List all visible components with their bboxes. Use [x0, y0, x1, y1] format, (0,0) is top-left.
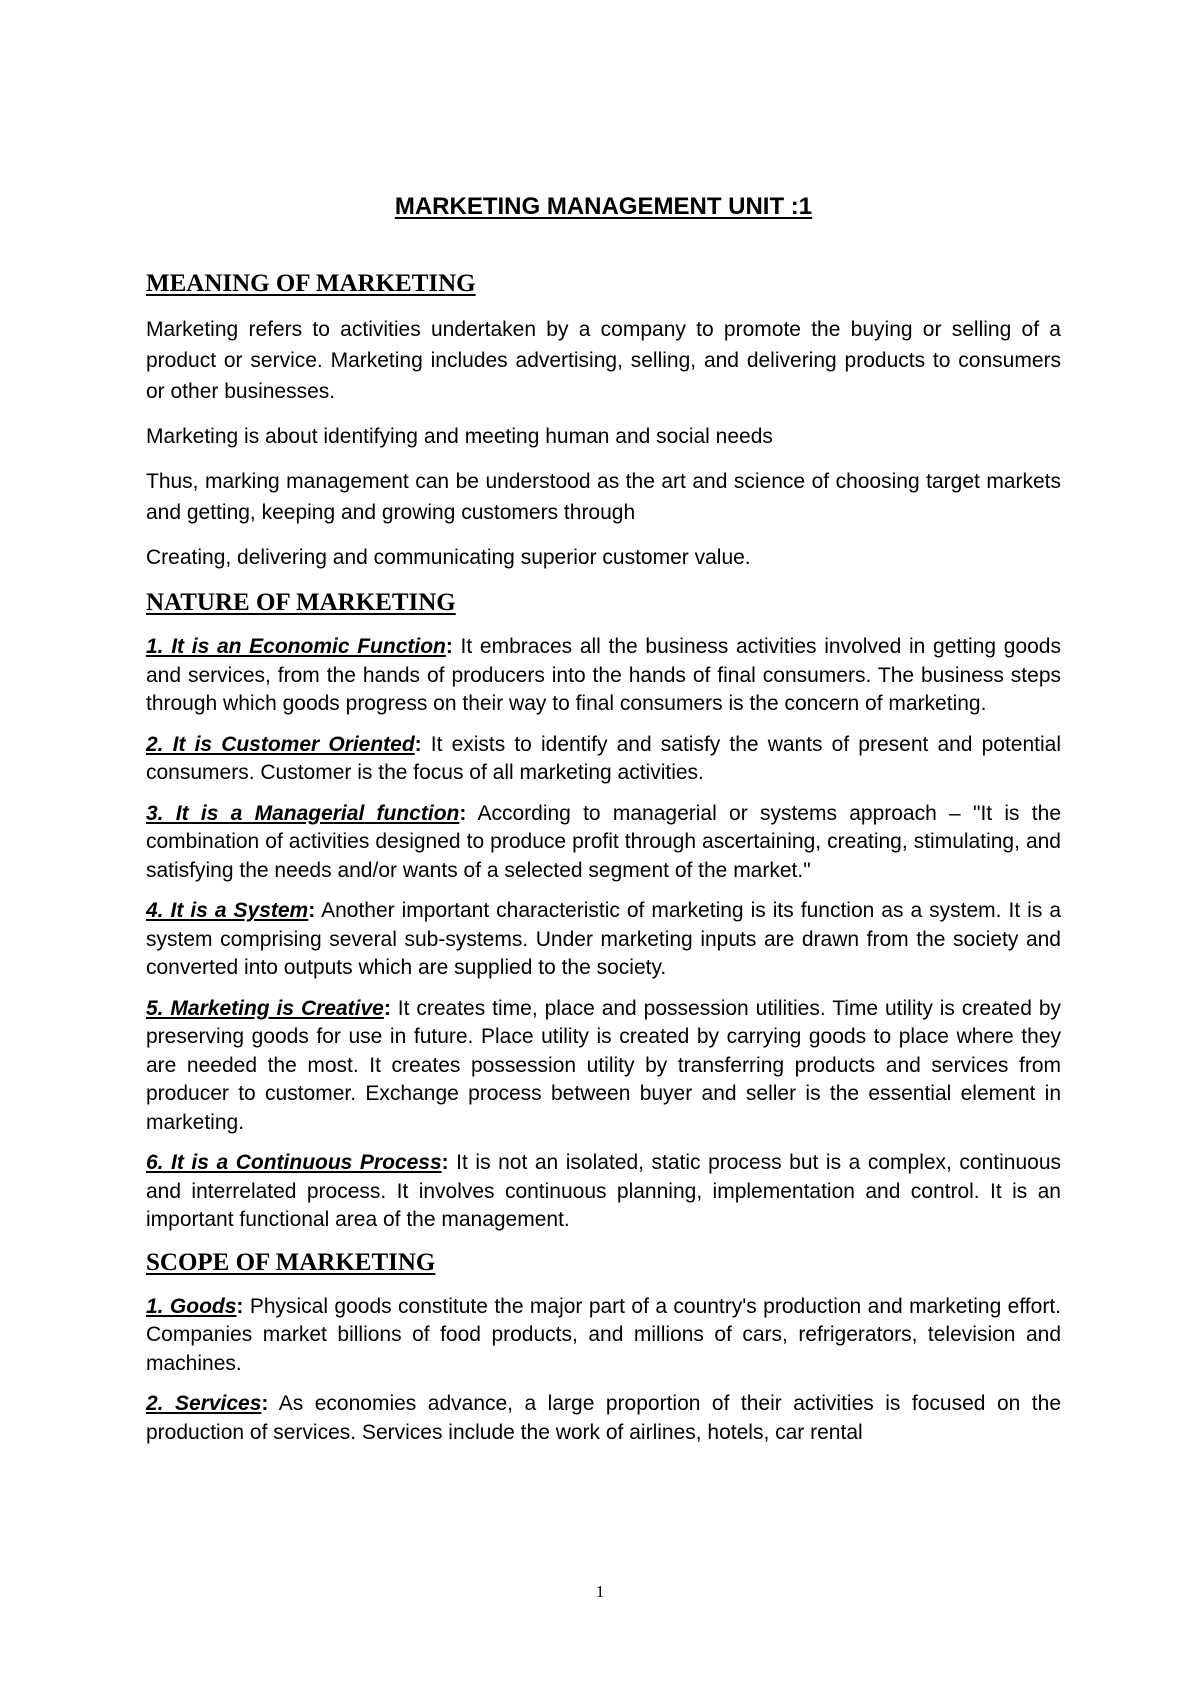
nature-item	[146, 800, 1061, 886]
meaning-paragraph: Marketing is about identifying and meeting human and social needs	[146, 425, 773, 448]
nature-item-label: 4. It is a System	[146, 899, 309, 922]
nature-item	[146, 731, 1061, 788]
scope-item	[146, 1293, 1061, 1379]
nature-item-label: 6. It is a Continuous Process	[146, 1151, 442, 1174]
nature-item-label: 2. It is Customer Oriented	[146, 732, 415, 756]
nature-heading: NATURE OF MARKETING	[146, 589, 456, 616]
scope-item-text: Physical goods constitute the major part of a country's production and marketing effort. Companies market billions of food products, and millions of cars, refrigerators, television and machines.	[146, 1294, 1061, 1375]
meaning-paragraph: Thus, marking management can be understood as the art and science of choosing target markets and getting, keeping and growing customers through	[146, 470, 1061, 524]
nature-item-label: 1. It is an Economic Function	[146, 635, 446, 658]
item-colon: :	[441, 1151, 449, 1174]
meaning-paragraph: Marketing refers to activities undertaken by a company to promote the buying or selling of a product or service. Marketing includes advertising, selling, and delivering products to consumers or other businesses.	[146, 318, 1061, 403]
scope-item-text: As economies advance, a large proportion of their activities is focused on the production of services. Services include the work of airlines, hotels, car rental	[146, 1392, 1061, 1444]
nature-item-text: Another important characteristic of marketing is its function as a system. It is a system comprising several sub-systems. Under marketing inputs are drawn from the society and converted into outputs which are supplied to the society.	[146, 899, 1061, 979]
item-colon: :	[414, 732, 422, 756]
nature-item	[146, 995, 1061, 1138]
item-colon: :	[308, 899, 316, 922]
scope-section	[146, 1247, 1061, 1448]
meaning-paragraph: Creating, delivering and communicating superior customer value.	[146, 546, 751, 569]
scope-item	[146, 1390, 1061, 1447]
nature-item-text: It exists to identify and satisfy the wants of present and potential consumers. Customer is the focus of all marketing activities.	[146, 732, 1061, 784]
nature-item	[146, 1149, 1061, 1235]
nature-item-label: 5. Marketing is Creative	[146, 996, 384, 1020]
document-title: MARKETING MANAGEMENT UNIT :1	[394, 193, 813, 220]
nature-section	[146, 587, 1061, 1235]
nature-item-text: It is not an isolated, static process but is a complex, continuous and interrelated process. It involves continuous planning, implementation and control. It is an important functional area of the management.	[146, 1151, 1061, 1231]
scope-item-label: 2. Services	[146, 1392, 262, 1415]
scope-heading: SCOPE OF MARKETING	[146, 1248, 436, 1276]
page-content	[146, 192, 1061, 1459]
meaning-section	[146, 268, 1061, 573]
nature-item	[146, 633, 1061, 719]
nature-item-text: According to managerial or systems approach – "It is the combination of activities designed to produce profit through ascertaining, creating, stimulating, and satisfying the needs and/or wants of a selected segment of the market."	[146, 801, 1061, 882]
nature-item-text: It creates time, place and possession utilities. Time utility is created by preserving goods for use in future. Place utility is created by carrying goods to place where they are needed the most. It creates possession utility by transferring products and services from producer to customer. Exchange process between buyer and seller is the essential element in marketing.	[146, 996, 1061, 1134]
item-colon: :	[383, 996, 391, 1020]
meaning-heading: MEANING OF MARKETING	[146, 270, 476, 297]
item-colon: :	[261, 1392, 269, 1415]
nature-item-label: 3. It is a Managerial function	[146, 801, 460, 825]
page-number: 1	[595, 1582, 605, 1601]
item-colon: :	[236, 1294, 244, 1318]
scope-item-label: 1. Goods	[146, 1294, 237, 1318]
nature-item-text: It embraces all the business activities involved in getting goods and services, from the hands of producers into the hands of final consumers. The business steps through which goods progress on their way to final consumers is the concern of marketing.	[146, 635, 1061, 715]
nature-item	[146, 897, 1061, 983]
item-colon: :	[445, 635, 453, 658]
item-colon: :	[459, 801, 467, 825]
